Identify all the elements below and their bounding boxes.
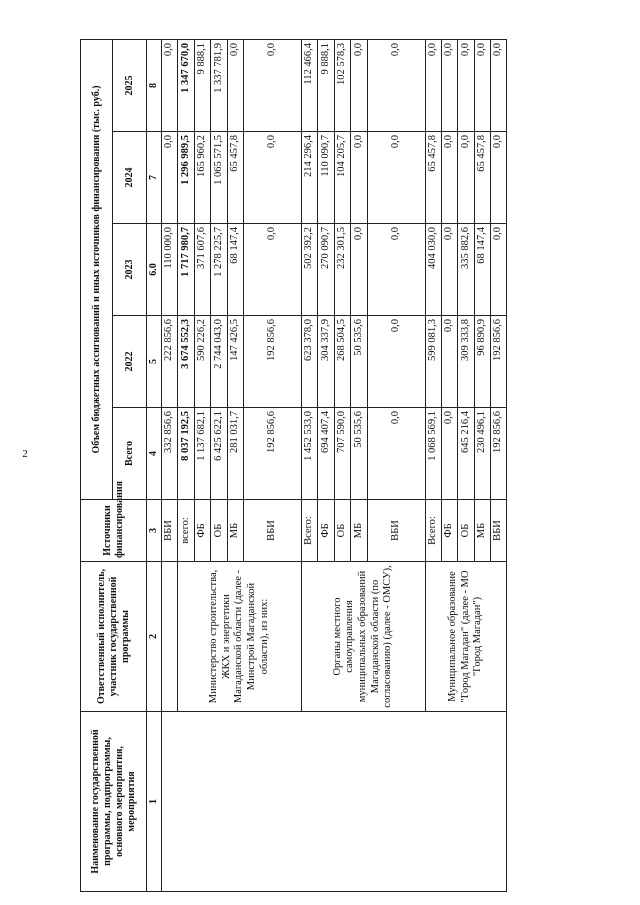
value-cell: 147 426,5 (227, 316, 243, 408)
value-cell: 0,0 (367, 224, 425, 316)
index-cell: 8 (147, 39, 162, 131)
source-cell: МБ (351, 500, 367, 562)
source-cell: ФБ (441, 500, 457, 562)
value-cell: 1 065 571,5 (211, 132, 227, 224)
header-year-2022: 2022 (113, 316, 147, 408)
value-cell: 0,0 (441, 132, 457, 224)
value-cell: 371 607,6 (194, 224, 210, 316)
source-cell: ОБ (211, 500, 227, 562)
value-cell: 110 090,7 (318, 132, 334, 224)
value-cell: 1 717 980,7 (178, 224, 194, 316)
value-cell: 1 347 670,0 (178, 39, 194, 131)
value-cell: 0,0 (227, 39, 243, 131)
executor-cell (162, 562, 178, 712)
value-cell: 1 452 533,0 (301, 408, 317, 500)
source-cell: ФБ (194, 500, 210, 562)
value-cell: 0,0 (351, 132, 367, 224)
value-cell: 96 890,9 (474, 316, 490, 408)
value-cell: 0,0 (491, 132, 507, 224)
index-cell: 4 (147, 408, 162, 500)
source-cell: ОБ (334, 500, 350, 562)
value-cell: 6 425 622,1 (211, 408, 227, 500)
value-cell: 645 216,4 (458, 408, 474, 500)
value-cell: 1 337 781,9 (211, 39, 227, 131)
value-cell: 404 030,0 (425, 224, 441, 316)
value-cell: 0,0 (367, 316, 425, 408)
executor-ministry: Министерство строительства, ЖКХ и энергетики Магаданской области (далее - Минстрой Магаданской области), из них: (178, 562, 302, 712)
value-cell: 309 333,8 (458, 316, 474, 408)
value-cell: 590 226,2 (194, 316, 210, 408)
source-cell: всего: (178, 500, 194, 562)
value-cell: 0,0 (367, 39, 425, 131)
value-cell: 502 392,2 (301, 224, 317, 316)
value-cell: 0,0 (491, 39, 507, 131)
rotated-table-container (80, 40, 595, 892)
source-cell: ВБИ (162, 500, 178, 562)
value-cell: 0,0 (441, 408, 457, 500)
source-cell: Всего: (301, 500, 317, 562)
column-index-row (147, 39, 162, 891)
value-cell: 110 000,0 (162, 224, 178, 316)
value-cell: 2 744 043,0 (211, 316, 227, 408)
value-cell: 214 296,4 (301, 132, 317, 224)
value-cell: 9 888,1 (194, 39, 210, 131)
value-cell: 0,0 (243, 132, 301, 224)
value-cell: 335 882,6 (458, 224, 474, 316)
value-cell: 0,0 (351, 224, 367, 316)
value-cell: 1 296 989,5 (178, 132, 194, 224)
executor-mo-magadan: Муниципальное образование "Город Магадан" (далее - МО "Город Магадан") (425, 562, 507, 712)
executor-omsu: Органы местного самоуправления муниципальных образований Магаданской области (по согласованию) (далее - ОМСУ), (301, 562, 425, 712)
value-cell: 0,0 (162, 132, 178, 224)
source-cell: МБ (474, 500, 490, 562)
page-number: 2 (22, 448, 28, 460)
funding-table (80, 39, 507, 892)
value-cell: 3 674 552,3 (178, 316, 194, 408)
value-cell: 1 068 569,1 (425, 408, 441, 500)
value-cell: 599 081,3 (425, 316, 441, 408)
value-cell: 65 457,8 (425, 132, 441, 224)
value-cell: 0,0 (441, 39, 457, 131)
value-cell: 0,0 (474, 39, 490, 131)
value-cell: 68 147,4 (474, 224, 490, 316)
value-cell: 1 278 225,7 (211, 224, 227, 316)
index-cell: 5 (147, 316, 162, 408)
source-cell: Всего: (425, 500, 441, 562)
source-cell: МБ (227, 500, 243, 562)
header-funding: Объем бюджетных ассигнований и иных источников финансирования (тыс. руб.) (81, 39, 113, 499)
source-cell: ВБИ (243, 500, 301, 562)
value-cell: 165 960,2 (194, 132, 210, 224)
value-cell: 192 856,6 (243, 316, 301, 408)
value-cell: 0,0 (458, 132, 474, 224)
program-cell (162, 712, 507, 892)
value-cell: 0,0 (367, 408, 425, 500)
value-cell: 192 856,6 (491, 316, 507, 408)
value-cell: 0,0 (441, 224, 457, 316)
index-cell: 6.0 (147, 224, 162, 316)
value-cell: 112 466,4 (301, 39, 317, 131)
table-row (162, 39, 178, 891)
index-cell: 2 (147, 562, 162, 712)
source-cell: ФБ (318, 500, 334, 562)
value-cell: 232 301,5 (334, 224, 350, 316)
value-cell: 0,0 (243, 224, 301, 316)
value-cell: 707 590,0 (334, 408, 350, 500)
value-cell: 65 457,8 (474, 132, 490, 224)
value-cell: 1 137 682,1 (194, 408, 210, 500)
value-cell: 8 037 192,5 (178, 408, 194, 500)
value-cell: 268 504,5 (334, 316, 350, 408)
value-cell: 332 856,6 (162, 408, 178, 500)
index-cell: 7 (147, 132, 162, 224)
value-cell: 0,0 (162, 39, 178, 131)
source-cell: ВБИ (491, 500, 507, 562)
value-cell: 222 856,6 (162, 316, 178, 408)
source-cell: ОБ (458, 500, 474, 562)
value-cell: 0,0 (367, 132, 425, 224)
value-cell: 104 205,7 (334, 132, 350, 224)
value-cell: 9 888,1 (318, 39, 334, 131)
value-cell: 0,0 (491, 224, 507, 316)
source-cell: ВБИ (367, 500, 425, 562)
value-cell: 65 457,8 (227, 132, 243, 224)
value-cell: 0,0 (243, 39, 301, 131)
value-cell: 192 856,6 (491, 408, 507, 500)
value-cell: 192 856,6 (243, 408, 301, 500)
header-program: Наименование государственной программы, подпрограммы, основного мероприятия, мероприятия (81, 712, 147, 892)
value-cell: 50 535,6 (351, 316, 367, 408)
value-cell: 102 578,3 (334, 39, 350, 131)
value-cell: 623 378,0 (301, 316, 317, 408)
header-executor: Ответственный исполнитель, участник государственной программы (81, 562, 147, 712)
value-cell: 68 147,4 (227, 224, 243, 316)
value-cell: 50 535,6 (351, 408, 367, 500)
value-cell: 230 496,1 (474, 408, 490, 500)
header-year-total: Всего (113, 408, 147, 500)
value-cell: 0,0 (425, 39, 441, 131)
value-cell: 0,0 (441, 316, 457, 408)
header-source: Источники финансирования (81, 500, 147, 562)
header-year-2024: 2024 (113, 132, 147, 224)
index-cell: 1 (147, 712, 162, 892)
value-cell: 694 407,4 (318, 408, 334, 500)
value-cell: 270 090,7 (318, 224, 334, 316)
header-year-2025: 2025 (113, 39, 147, 131)
header-year-2023: 2023 (113, 224, 147, 316)
value-cell: 304 337,9 (318, 316, 334, 408)
value-cell: 0,0 (351, 39, 367, 131)
index-cell: 3 (147, 500, 162, 562)
value-cell: 281 031,7 (227, 408, 243, 500)
value-cell: 0,0 (458, 39, 474, 131)
